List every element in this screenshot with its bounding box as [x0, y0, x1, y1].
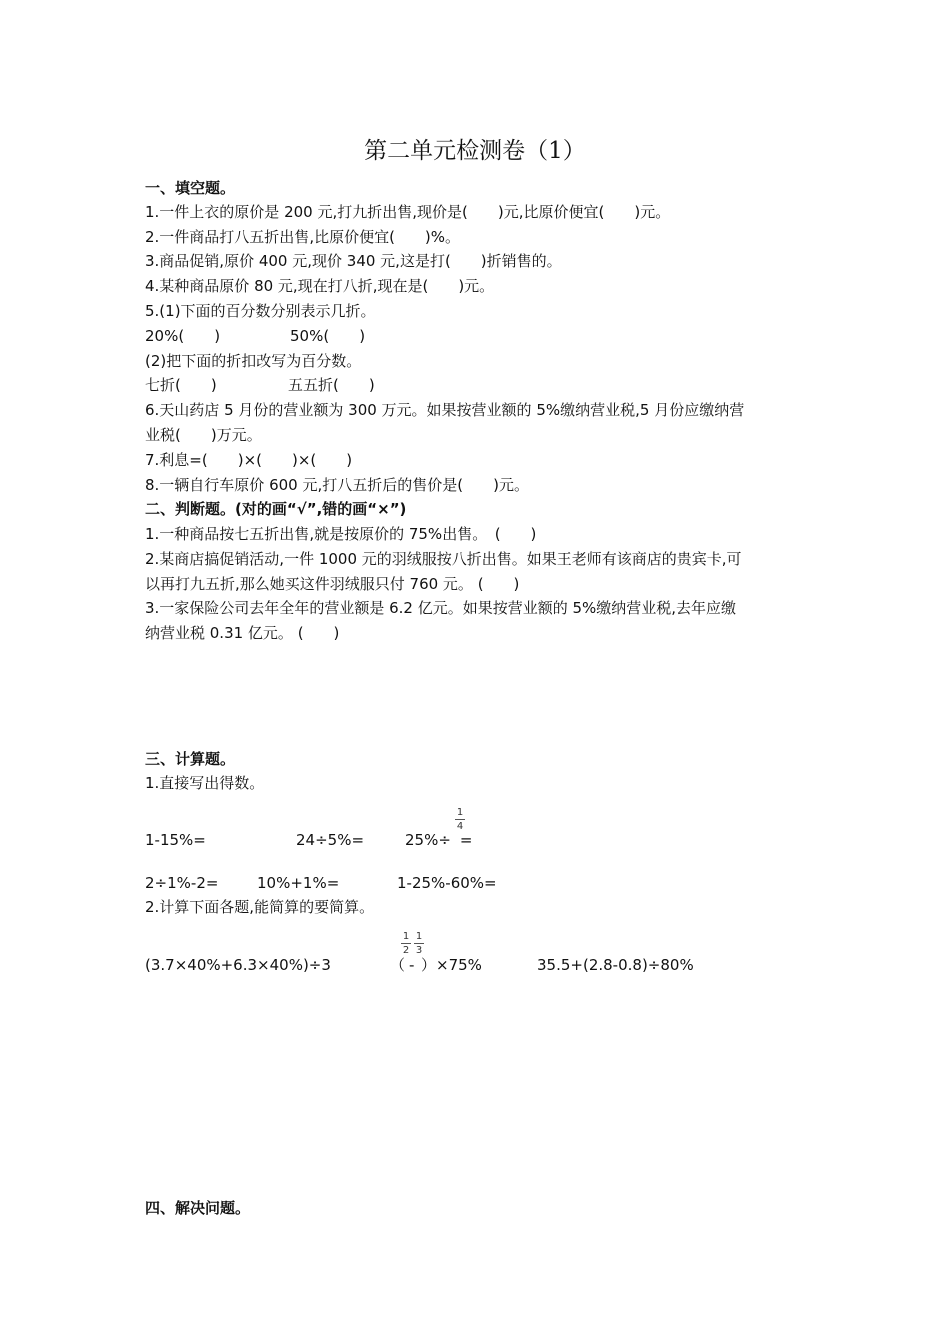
judge-question-3-line-1: 3.一家保险公司去年全年的营业额是 6.2 亿元。如果按营业额的 5%缴纳营业税,去年应缴 [145, 599, 737, 617]
judge-question-1: 1.一种商品按七五折出售,就是按原价的 75%出售。 ( ) [145, 525, 537, 543]
fill-question-2: 2.一件商品打八五折出售,比原价便宜( )%。 [145, 228, 461, 246]
fill-question-8: 8.一辆自行车原价 600 元,打八五折后的售价是( )元。 [145, 476, 529, 494]
calc-expression-6: 1-25%-60%= [397, 874, 497, 892]
fraction-denominator: 4 [456, 821, 464, 832]
fraction-numerator: 1 [456, 807, 464, 818]
fraction-numerator: 1 [402, 931, 410, 942]
simplify-expression-1: (3.7×40%+6.3×40%)÷3 [145, 956, 331, 974]
fill-question-5-item-c: 七折( ) [145, 376, 217, 394]
fraction-one-third [414, 931, 424, 956]
section-2-heading: 二、判断题。(对的画“√”,错的画“×”) [145, 500, 407, 518]
fill-question-5-item-a: 20%( ) [145, 327, 221, 345]
fill-question-4: 4.某种商品原价 80 元,现在打八折,现在是( )元。 [145, 277, 495, 295]
calc-part-1-instruction: 1.直接写出得数。 [145, 774, 265, 792]
judge-question-2-line-2: 以再打九五折,那么她买这件羽绒服只付 760 元。 ( ) [145, 575, 520, 593]
fill-question-7: 7.利息=( )×( )×( ) [145, 451, 353, 469]
judge-question-2-line-1: 2.某商店搞促销活动,一件 1000 元的羽绒服按八折出售。如果王老师有该商店的贵宾卡,可 [145, 550, 742, 568]
fill-question-5-item-b: 50%( ) [290, 327, 366, 345]
fill-question-1: 1.一件上衣的原价是 200 元,打九折出售,现价是( )元,比原价便宜( )元。 [145, 203, 671, 221]
calc-expression-3 [405, 830, 473, 850]
simplify-expression-3: 35.5+(2.8-0.8)÷80% [537, 956, 694, 974]
fraction-numerator: 1 [415, 931, 423, 942]
calc-expression-3-tail: = [459, 831, 473, 849]
section-3-heading: 三、计算题。 [145, 750, 236, 768]
fraction-denominator: 2 [402, 945, 410, 956]
calc-part-2-instruction: 2.计算下面各题,能简算的要简算。 [145, 898, 375, 916]
calc-expression-2: 24÷5%= [296, 831, 365, 849]
fraction-one-half [401, 931, 411, 956]
page-title: 第二单元检测卷（1） [364, 138, 586, 164]
simplify-expression-2-minus: - [409, 956, 415, 974]
calc-expression-3-head: 25%÷ [405, 831, 451, 849]
fill-question-5-item-d: 五五折( ) [288, 376, 375, 394]
simplify-expression-2-open: （ [390, 956, 406, 974]
fill-question-6-line-1: 6.天山药店 5 月份的营业额为 300 万元。如果按营业额的 5%缴纳营业税,5 月份应缴纳营 [145, 401, 745, 419]
calc-expression-4: 2÷1%-2= [145, 874, 219, 892]
calc-expression-1: 1-15%= [145, 831, 206, 849]
fraction-one-quarter [455, 807, 465, 832]
fill-question-5-part-2: (2)把下面的折扣改写为百分数。 [145, 352, 362, 370]
fill-question-6-line-2: 业税( )万元。 [145, 426, 262, 444]
fill-question-5: 5.(1)下面的百分数分别表示几折。 [145, 302, 376, 320]
fraction-denominator: 3 [415, 945, 423, 956]
calc-expression-5: 10%+1%= [257, 874, 340, 892]
section-1-heading: 一、填空题。 [145, 179, 236, 197]
judge-question-3-line-2: 纳营业税 0.31 亿元。 ( ) [145, 624, 340, 642]
section-4-heading: 四、解决问题。 [145, 1199, 251, 1217]
fill-question-3: 3.商品促销,原价 400 元,现价 340 元,这是打( )折销售的。 [145, 252, 562, 270]
simplify-expression-2-close: ）×75% [421, 956, 482, 974]
